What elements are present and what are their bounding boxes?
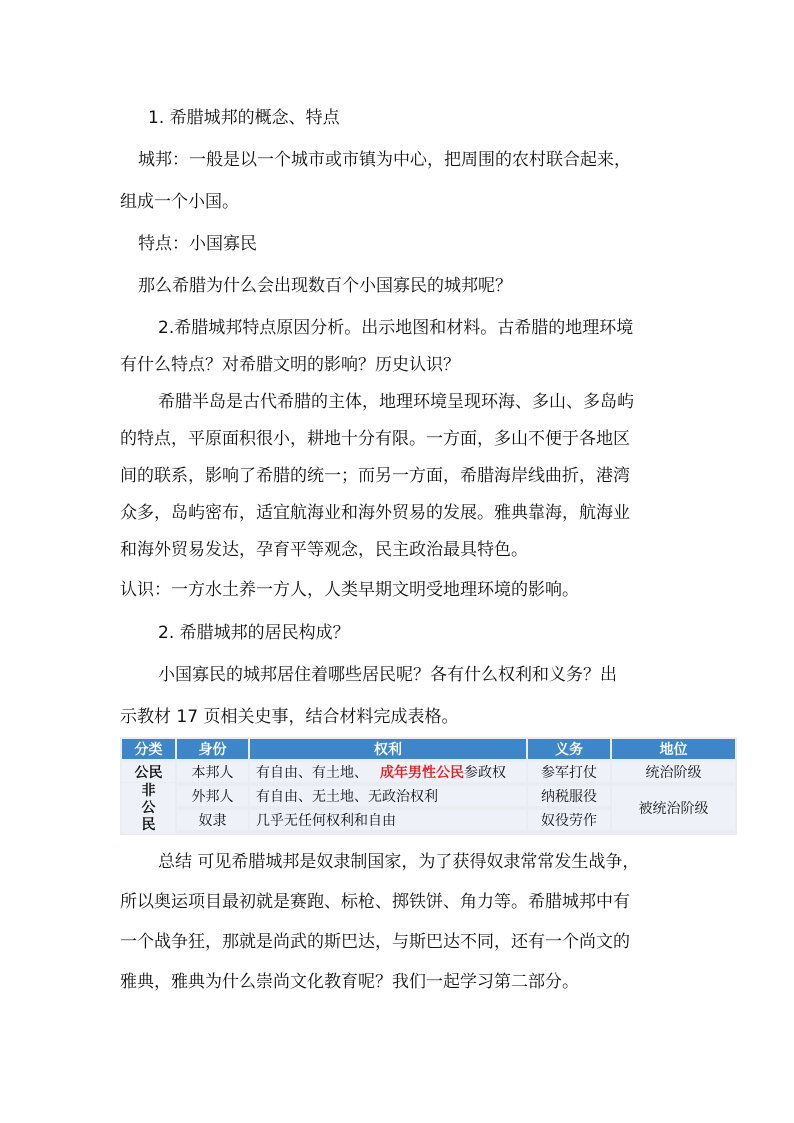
paragraph-line: 所以奥运项目最初就是赛跑、标枪、掷铁饼、角力等。希腊城邦中有: [120, 892, 630, 912]
heading-1: 1. 希腊城邦的概念、特点: [148, 108, 340, 128]
paragraph-line: 希腊半岛是古代希腊的主体，地理环境呈现环海、多山、多岛屿: [158, 392, 634, 412]
paragraph-line: 认识：一方水土养一方人，人类早期文明受地理环境的影响。: [120, 580, 579, 600]
paragraph-line: 一个战争狂，那就是尚武的斯巴达，与斯巴达不同，还有一个尚文的: [120, 932, 630, 952]
paragraph-line: 组成一个小国。: [120, 192, 239, 212]
duty-native: 参军打仗: [528, 762, 610, 782]
paragraph-line: 示教材 17 页相关史事，结合材料完成表格。: [120, 707, 459, 727]
identity-foreigner: 外邦人: [177, 786, 248, 806]
header-rights: 权利: [250, 739, 526, 759]
status-ruled: 被统治阶级: [612, 786, 735, 830]
paragraph-line: 城邦：一般是以一个城市或市镇为中心，把周围的农村联合起来，: [138, 150, 631, 170]
duty-foreigner: 纳税服役: [528, 786, 610, 806]
paragraph-line: 总结 可见希腊城邦是奴隶制国家，为了获得奴隶常常发生战争，: [158, 852, 640, 872]
header-status: 地位: [612, 739, 735, 759]
header-category: 分类: [122, 739, 175, 759]
paragraph-line: 雅典，雅典为什么崇尚文化教育呢？我们一起学习第二部分。: [120, 972, 579, 992]
paragraph-line: 小国寡民的城邦居住着哪些居民呢？各有什么权利和义务？出: [158, 665, 617, 685]
paragraph-line: 那么希腊为什么会出现数百个小国寡民的城邦呢？: [138, 276, 512, 296]
rights-foreigner: 有自由、无土地、无政治权利: [250, 786, 526, 806]
category-citizen: 公民: [122, 762, 175, 782]
rights-native: 有自由、有土地、 成年男性公民 参政权: [250, 762, 526, 782]
duty-slave: 奴役劳作: [528, 810, 610, 830]
paragraph-line: 的特点，平原面积很小，耕地十分有限。一方面，多山不便于各地区: [120, 429, 630, 449]
category-non-citizen: 非 公 民: [122, 783, 175, 833]
paragraph-line: 特点：小国寡民: [138, 234, 257, 254]
highlight-adult-male-citizen: 成年男性公民: [380, 765, 464, 781]
residents-table: [120, 737, 737, 835]
identity-native: 本邦人: [177, 762, 248, 782]
header-identity: 身份: [177, 739, 248, 759]
rights-slave: 几乎无任何权利和自由: [250, 810, 526, 830]
status-ruling: 统治阶级: [612, 762, 735, 782]
paragraph-line: 间的联系，影响了希腊的统一；而另一方面，希腊海岸线曲折，港湾: [120, 466, 630, 486]
paragraph-line: 和海外贸易发达，孕育平等观念，民主政治最具特色。: [120, 540, 528, 560]
paragraph-line: 众多，岛屿密布，适宜航海业和海外贸易的发展。雅典靠海，航海业: [120, 503, 630, 523]
heading-3: 2. 希腊城邦的居民构成？: [158, 623, 350, 643]
identity-slave: 奴隶: [177, 810, 248, 830]
paragraph-line: 有什么特点？对希腊文明的影响？历史认识？: [120, 355, 460, 375]
header-duty: 义务: [528, 739, 610, 759]
heading-2: 2.希腊城邦特点原因分析。出示地图和材料。古希腊的地理环境: [158, 318, 634, 338]
